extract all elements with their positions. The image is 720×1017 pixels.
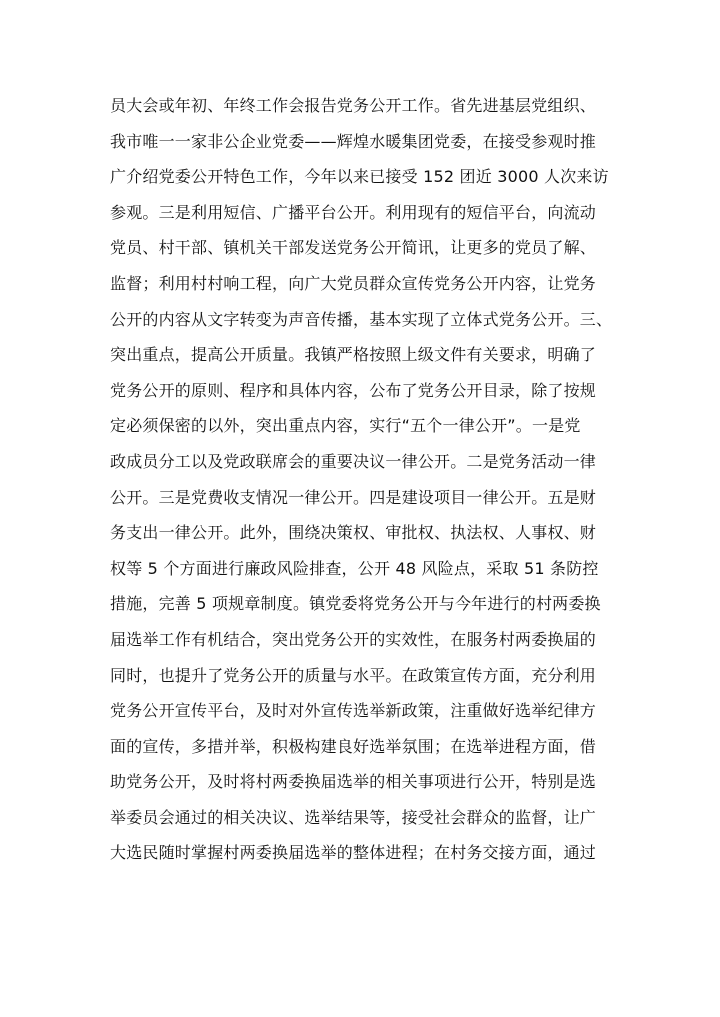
text-line: 助党务公开，及时将村两委换届选举的相关事项进行公开，特别是选	[110, 772, 597, 792]
text-line: 党务公开宣传平台，及时对外宣传选举新政策，注重做好选举纪律方	[110, 701, 597, 721]
body-text	[110, 88, 630, 871]
text-line: 措施，完善 5 项规章制度。镇党委将党务公开与今年进行的村两委换	[110, 594, 601, 614]
text-line: 大选民随时掌握村两委换届选举的整体进程；在村务交接方面，通过	[110, 843, 597, 863]
text-line: 定必须保密的以外，突出重点内容，实行“五个一律公开”。一是党	[110, 416, 581, 436]
text-line: 公开的内容从文字转变为声音传播，基本实现了立体式党务公开。三、	[110, 309, 613, 329]
text-line: 我市唯一一家非公企业党委——辉煌水暖集团党委，在接受参观时推	[110, 131, 597, 151]
text-line: 权等 5 个方面进行廉政风险排查，公开 48 风险点，采取 51 条防控	[110, 558, 599, 578]
text-line: 届选举工作有机结合，突出党务公开的实效性，在服务村两委换届的	[110, 629, 597, 649]
text-line: 面的宣传，多措并举，积极构建良好选举氛围；在选举进程方面，借	[110, 736, 597, 756]
text-line: 务支出一律公开。此外，围绕决策权、审批权、执法权、人事权、财	[110, 523, 597, 543]
text-line: 突出重点，提高公开质量。我镇严格按照上级文件有关要求，明确了	[110, 345, 597, 365]
text-line: 政成员分工以及党政联席会的重要决议一律公开。二是党务活动一律	[110, 451, 597, 471]
text-line: 党员、村干部、镇机关干部发送党务公开简讯，让更多的党员了解、	[110, 238, 597, 258]
text-line: 同时，也提升了党务公开的质量与水平。在政策宣传方面，充分利用	[110, 665, 597, 685]
text-line: 公开。三是党费收支情况一律公开。四是建设项目一律公开。五是财	[110, 487, 597, 507]
text-line: 广介绍党委公开特色工作，今年以来已接受 152 团近 3000 人次来访	[110, 167, 609, 187]
text-line: 员大会或年初、年终工作会报告党务公开工作。省先进基层党组织、	[110, 96, 597, 115]
text-line: 举委员会通过的相关决议、选举结果等，接受社会群众的监督，让广	[110, 807, 597, 827]
text-line: 监督；利用村村响工程，向广大党员群众宣传党务公开内容，让党务	[110, 273, 597, 293]
text-line: 参观。三是利用短信、广播平台公开。利用现有的短信平台，向流动	[110, 202, 597, 222]
text-line: 党务公开的原则、程序和具体内容，公布了党务公开目录，除了按规	[110, 380, 597, 400]
